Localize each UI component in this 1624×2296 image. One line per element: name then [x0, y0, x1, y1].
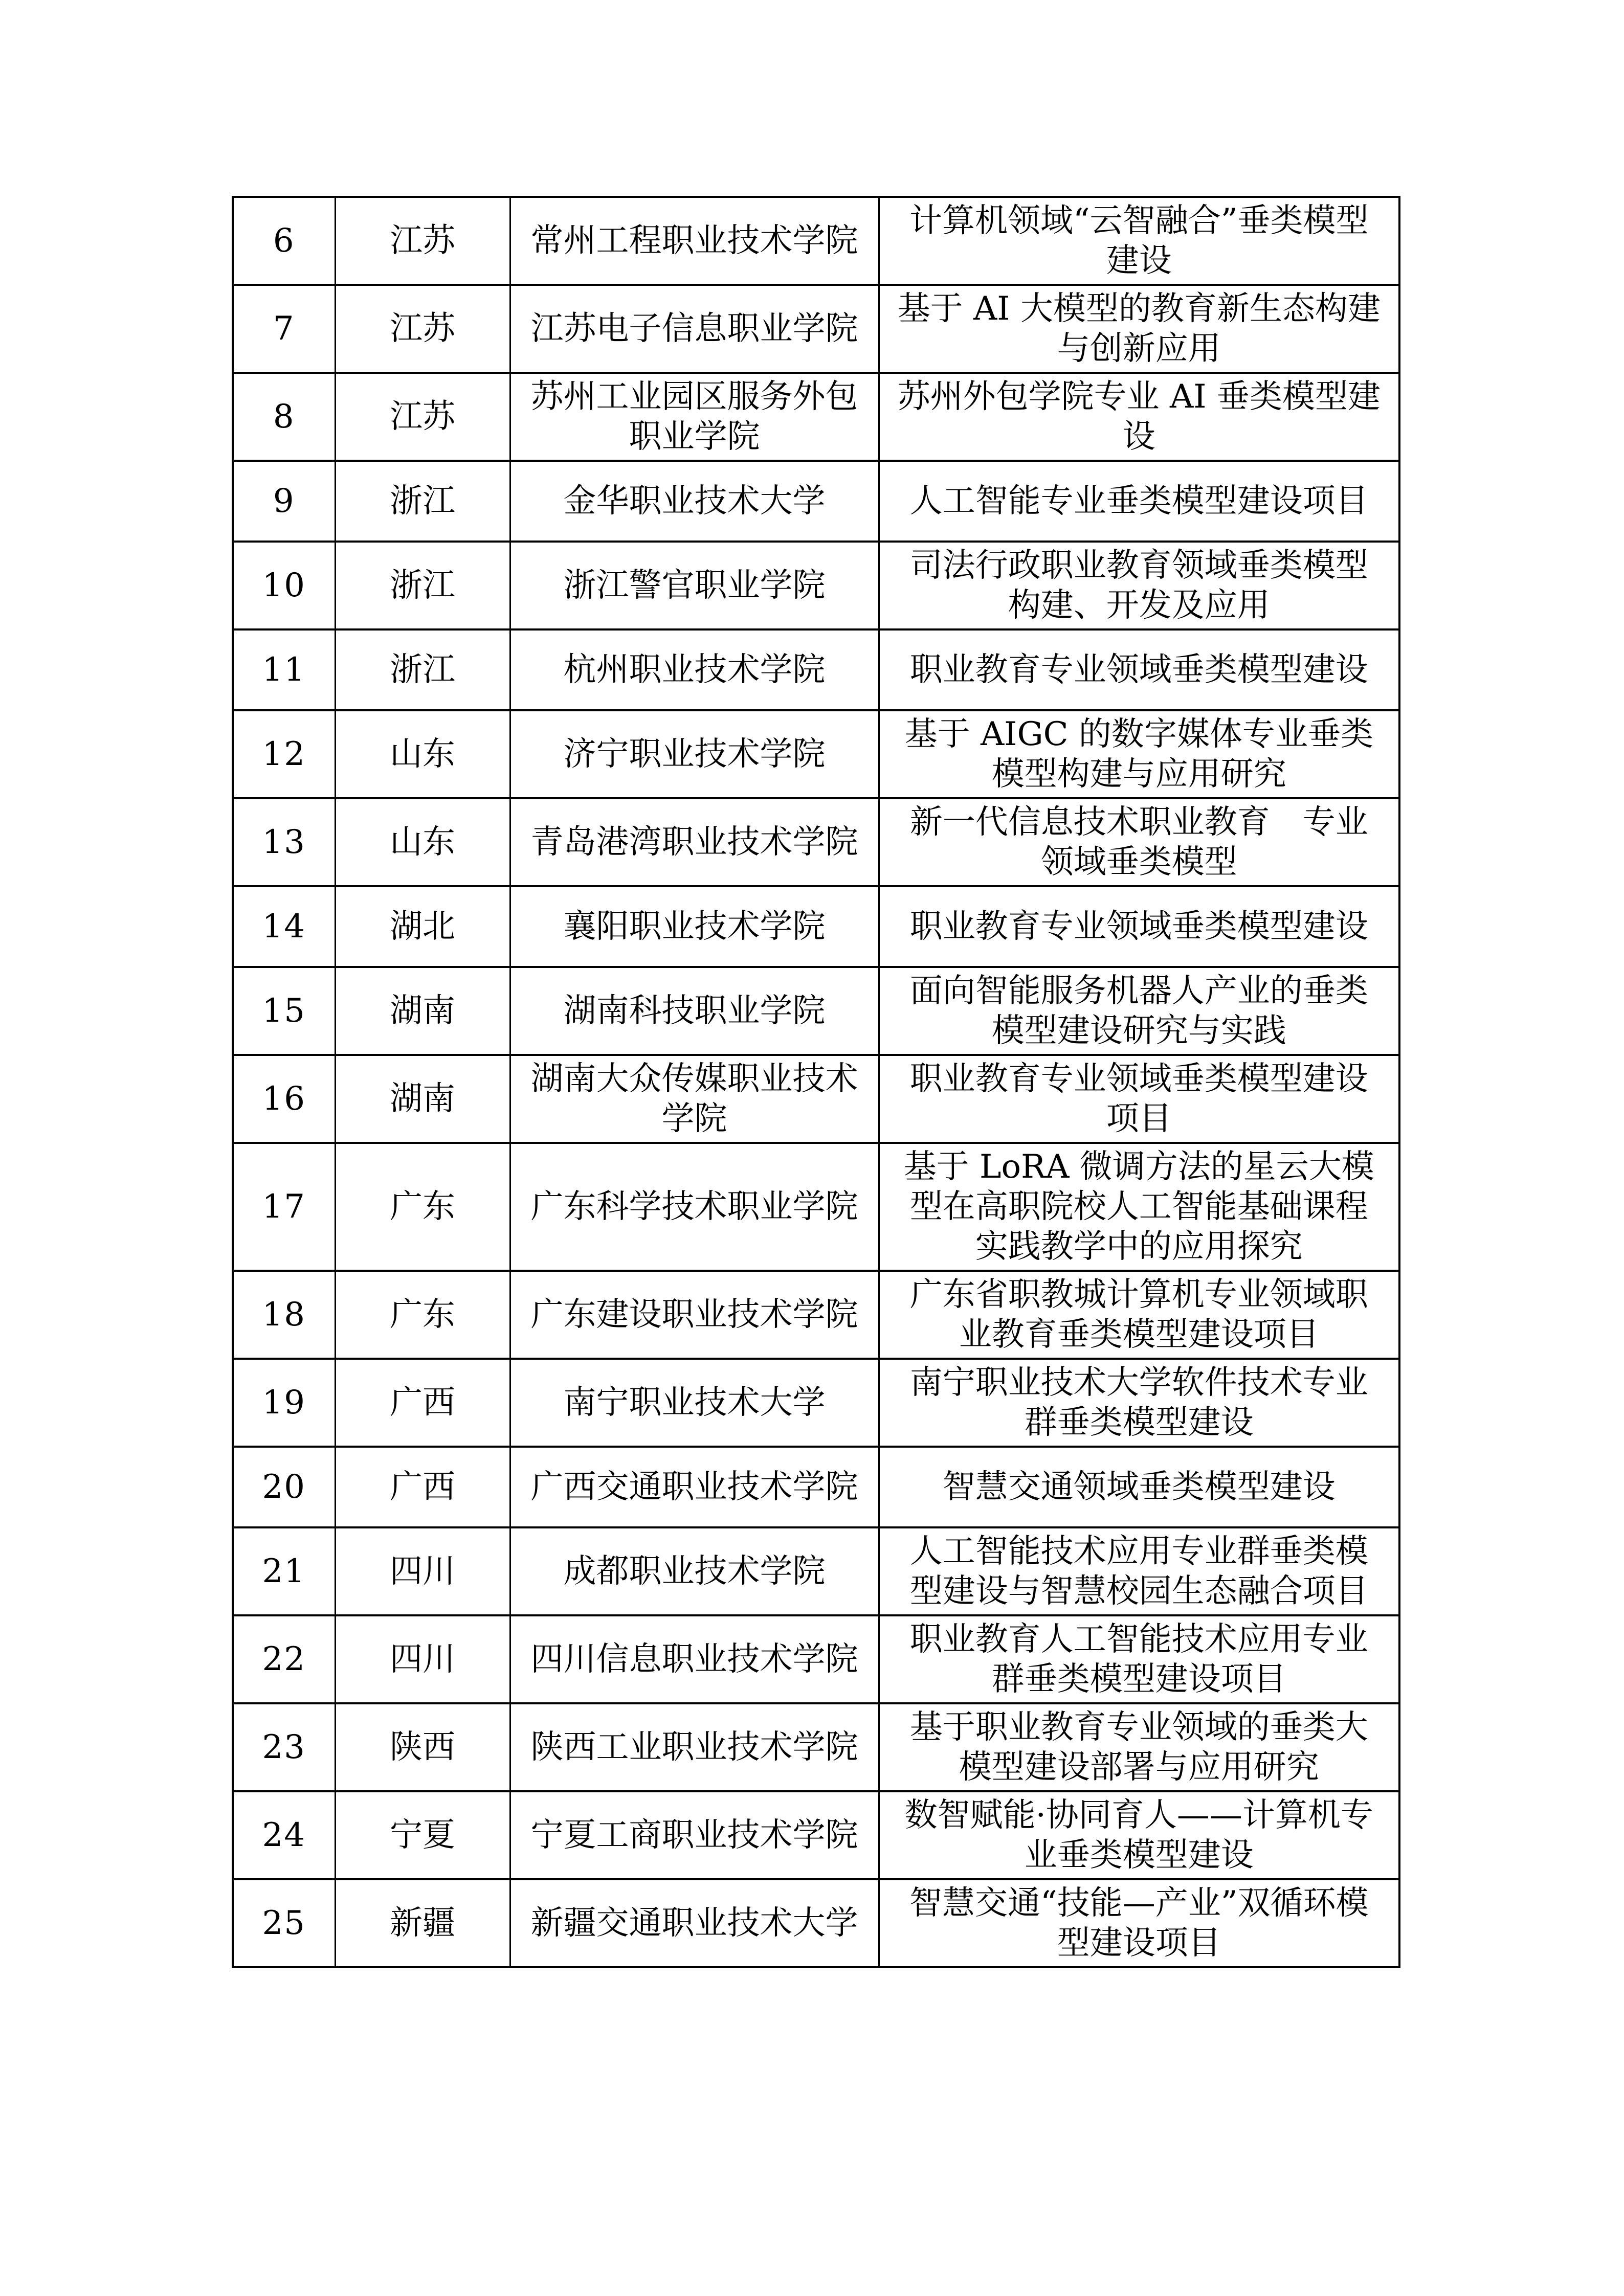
table-row: [233, 542, 1399, 629]
cell-project-name: 司法行政职业教育领域垂类模型构建、开发及应用: [879, 542, 1399, 629]
cell-project-name: 人工智能技术应用专业群垂类模型建设与智慧校园生态融合项目: [879, 1527, 1399, 1615]
table-row: [233, 967, 1399, 1055]
cell-row-number: 13: [233, 798, 335, 886]
cell-province: 浙江: [335, 629, 510, 710]
table-row: [233, 1879, 1399, 1967]
table-row: [233, 1527, 1399, 1615]
cell-school-name: 苏州工业园区服务外包职业学院: [510, 373, 879, 461]
cell-province: 湖北: [335, 886, 510, 967]
cell-project-name: 职业教育专业领域垂类模型建设项目: [879, 1055, 1399, 1143]
table-row: [233, 1271, 1399, 1359]
table-row: [233, 1791, 1399, 1879]
cell-project-name: 智慧交通“技能—产业”双循环模型建设项目: [879, 1879, 1399, 1967]
cell-school-name: 济宁职业技术学院: [510, 710, 879, 798]
cell-row-number: 14: [233, 886, 335, 967]
table-row: [233, 373, 1399, 461]
cell-school-name: 宁夏工商职业技术学院: [510, 1791, 879, 1879]
cell-school-name: 南宁职业技术大学: [510, 1359, 879, 1447]
table-row: [233, 710, 1399, 798]
cell-school-name: 杭州职业技术学院: [510, 629, 879, 710]
table-row: [233, 886, 1399, 967]
cell-school-name: 金华职业技术大学: [510, 461, 879, 542]
cell-row-number: 7: [233, 285, 335, 373]
cell-row-number: 21: [233, 1527, 335, 1615]
cell-project-name: 新一代信息技术职业教育 专业领域垂类模型: [879, 798, 1399, 886]
cell-project-name: 面向智能服务机器人产业的垂类模型建设研究与实践: [879, 967, 1399, 1055]
table-row: [233, 285, 1399, 373]
table-row: [233, 1615, 1399, 1703]
cell-project-name: 职业教育专业领域垂类模型建设: [879, 886, 1399, 967]
cell-school-name: 江苏电子信息职业学院: [510, 285, 879, 373]
cell-province: 四川: [335, 1527, 510, 1615]
cell-project-name: 数智赋能·协同育人——计算机专业垂类模型建设: [879, 1791, 1399, 1879]
cell-province: 山东: [335, 798, 510, 886]
table-row: [233, 1055, 1399, 1143]
table-body: [233, 197, 1399, 1967]
cell-row-number: 24: [233, 1791, 335, 1879]
table-row: [233, 1703, 1399, 1791]
cell-school-name: 新疆交通职业技术大学: [510, 1879, 879, 1967]
cell-project-name: 职业教育专业领域垂类模型建设: [879, 629, 1399, 710]
cell-row-number: 16: [233, 1055, 335, 1143]
cell-school-name: 广西交通职业技术学院: [510, 1447, 879, 1527]
cell-school-name: 常州工程职业技术学院: [510, 197, 879, 285]
cell-school-name: 湖南科技职业学院: [510, 967, 879, 1055]
cell-province: 新疆: [335, 1879, 510, 1967]
cell-row-number: 18: [233, 1271, 335, 1359]
cell-row-number: 19: [233, 1359, 335, 1447]
cell-school-name: 陕西工业职业技术学院: [510, 1703, 879, 1791]
cell-project-name: 人工智能专业垂类模型建设项目: [879, 461, 1399, 542]
cell-province: 湖南: [335, 967, 510, 1055]
table-row: [233, 461, 1399, 542]
cell-row-number: 10: [233, 542, 335, 629]
cell-project-name: 职业教育人工智能技术应用专业群垂类模型建设项目: [879, 1615, 1399, 1703]
cell-project-name: 广东省职教城计算机专业领域职业教育垂类模型建设项目: [879, 1271, 1399, 1359]
cell-project-name: 基于 AI 大模型的教育新生态构建与创新应用: [879, 285, 1399, 373]
cell-row-number: 23: [233, 1703, 335, 1791]
cell-province: 广西: [335, 1359, 510, 1447]
cell-province: 广东: [335, 1143, 510, 1271]
cell-project-name: 南宁职业技术大学软件技术专业群垂类模型建设: [879, 1359, 1399, 1447]
cell-school-name: 成都职业技术学院: [510, 1527, 879, 1615]
cell-row-number: 9: [233, 461, 335, 542]
cell-row-number: 25: [233, 1879, 335, 1967]
cell-province: 广西: [335, 1447, 510, 1527]
cell-row-number: 6: [233, 197, 335, 285]
cell-province: 山东: [335, 710, 510, 798]
cell-project-name: 基于 LoRA 微调方法的星云大模型在高职院校人工智能基础课程实践教学中的应用探究: [879, 1143, 1399, 1271]
cell-province: 浙江: [335, 461, 510, 542]
cell-province: 湖南: [335, 1055, 510, 1143]
table-row: [233, 798, 1399, 886]
cell-row-number: 20: [233, 1447, 335, 1527]
table-row: [233, 1447, 1399, 1527]
cell-school-name: 青岛港湾职业技术学院: [510, 798, 879, 886]
cell-row-number: 22: [233, 1615, 335, 1703]
cell-row-number: 17: [233, 1143, 335, 1271]
cell-province: 广东: [335, 1271, 510, 1359]
cell-project-name: 苏州外包学院专业 AI 垂类模型建设: [879, 373, 1399, 461]
cell-province: 江苏: [335, 373, 510, 461]
cell-row-number: 12: [233, 710, 335, 798]
table-row: [233, 629, 1399, 710]
cell-school-name: 湖南大众传媒职业技术学院: [510, 1055, 879, 1143]
table-row: [233, 1359, 1399, 1447]
cell-project-name: 智慧交通领域垂类模型建设: [879, 1447, 1399, 1527]
cell-project-name: 计算机领域“云智融合”垂类模型建设: [879, 197, 1399, 285]
cell-project-name: 基于 AIGC 的数字媒体专业垂类模型构建与应用研究: [879, 710, 1399, 798]
cell-province: 浙江: [335, 542, 510, 629]
table-row: [233, 1143, 1399, 1271]
cell-school-name: 襄阳职业技术学院: [510, 886, 879, 967]
table-row: [233, 197, 1399, 285]
cell-row-number: 11: [233, 629, 335, 710]
projects-table: [232, 196, 1400, 1968]
cell-province: 陕西: [335, 1703, 510, 1791]
cell-province: 宁夏: [335, 1791, 510, 1879]
cell-school-name: 广东科学技术职业学院: [510, 1143, 879, 1271]
cell-province: 江苏: [335, 197, 510, 285]
cell-row-number: 15: [233, 967, 335, 1055]
cell-province: 江苏: [335, 285, 510, 373]
cell-row-number: 8: [233, 373, 335, 461]
cell-school-name: 四川信息职业技术学院: [510, 1615, 879, 1703]
cell-project-name: 基于职业教育专业领域的垂类大模型建设部署与应用研究: [879, 1703, 1399, 1791]
cell-province: 四川: [335, 1615, 510, 1703]
cell-school-name: 广东建设职业技术学院: [510, 1271, 879, 1359]
cell-school-name: 浙江警官职业学院: [510, 542, 879, 629]
